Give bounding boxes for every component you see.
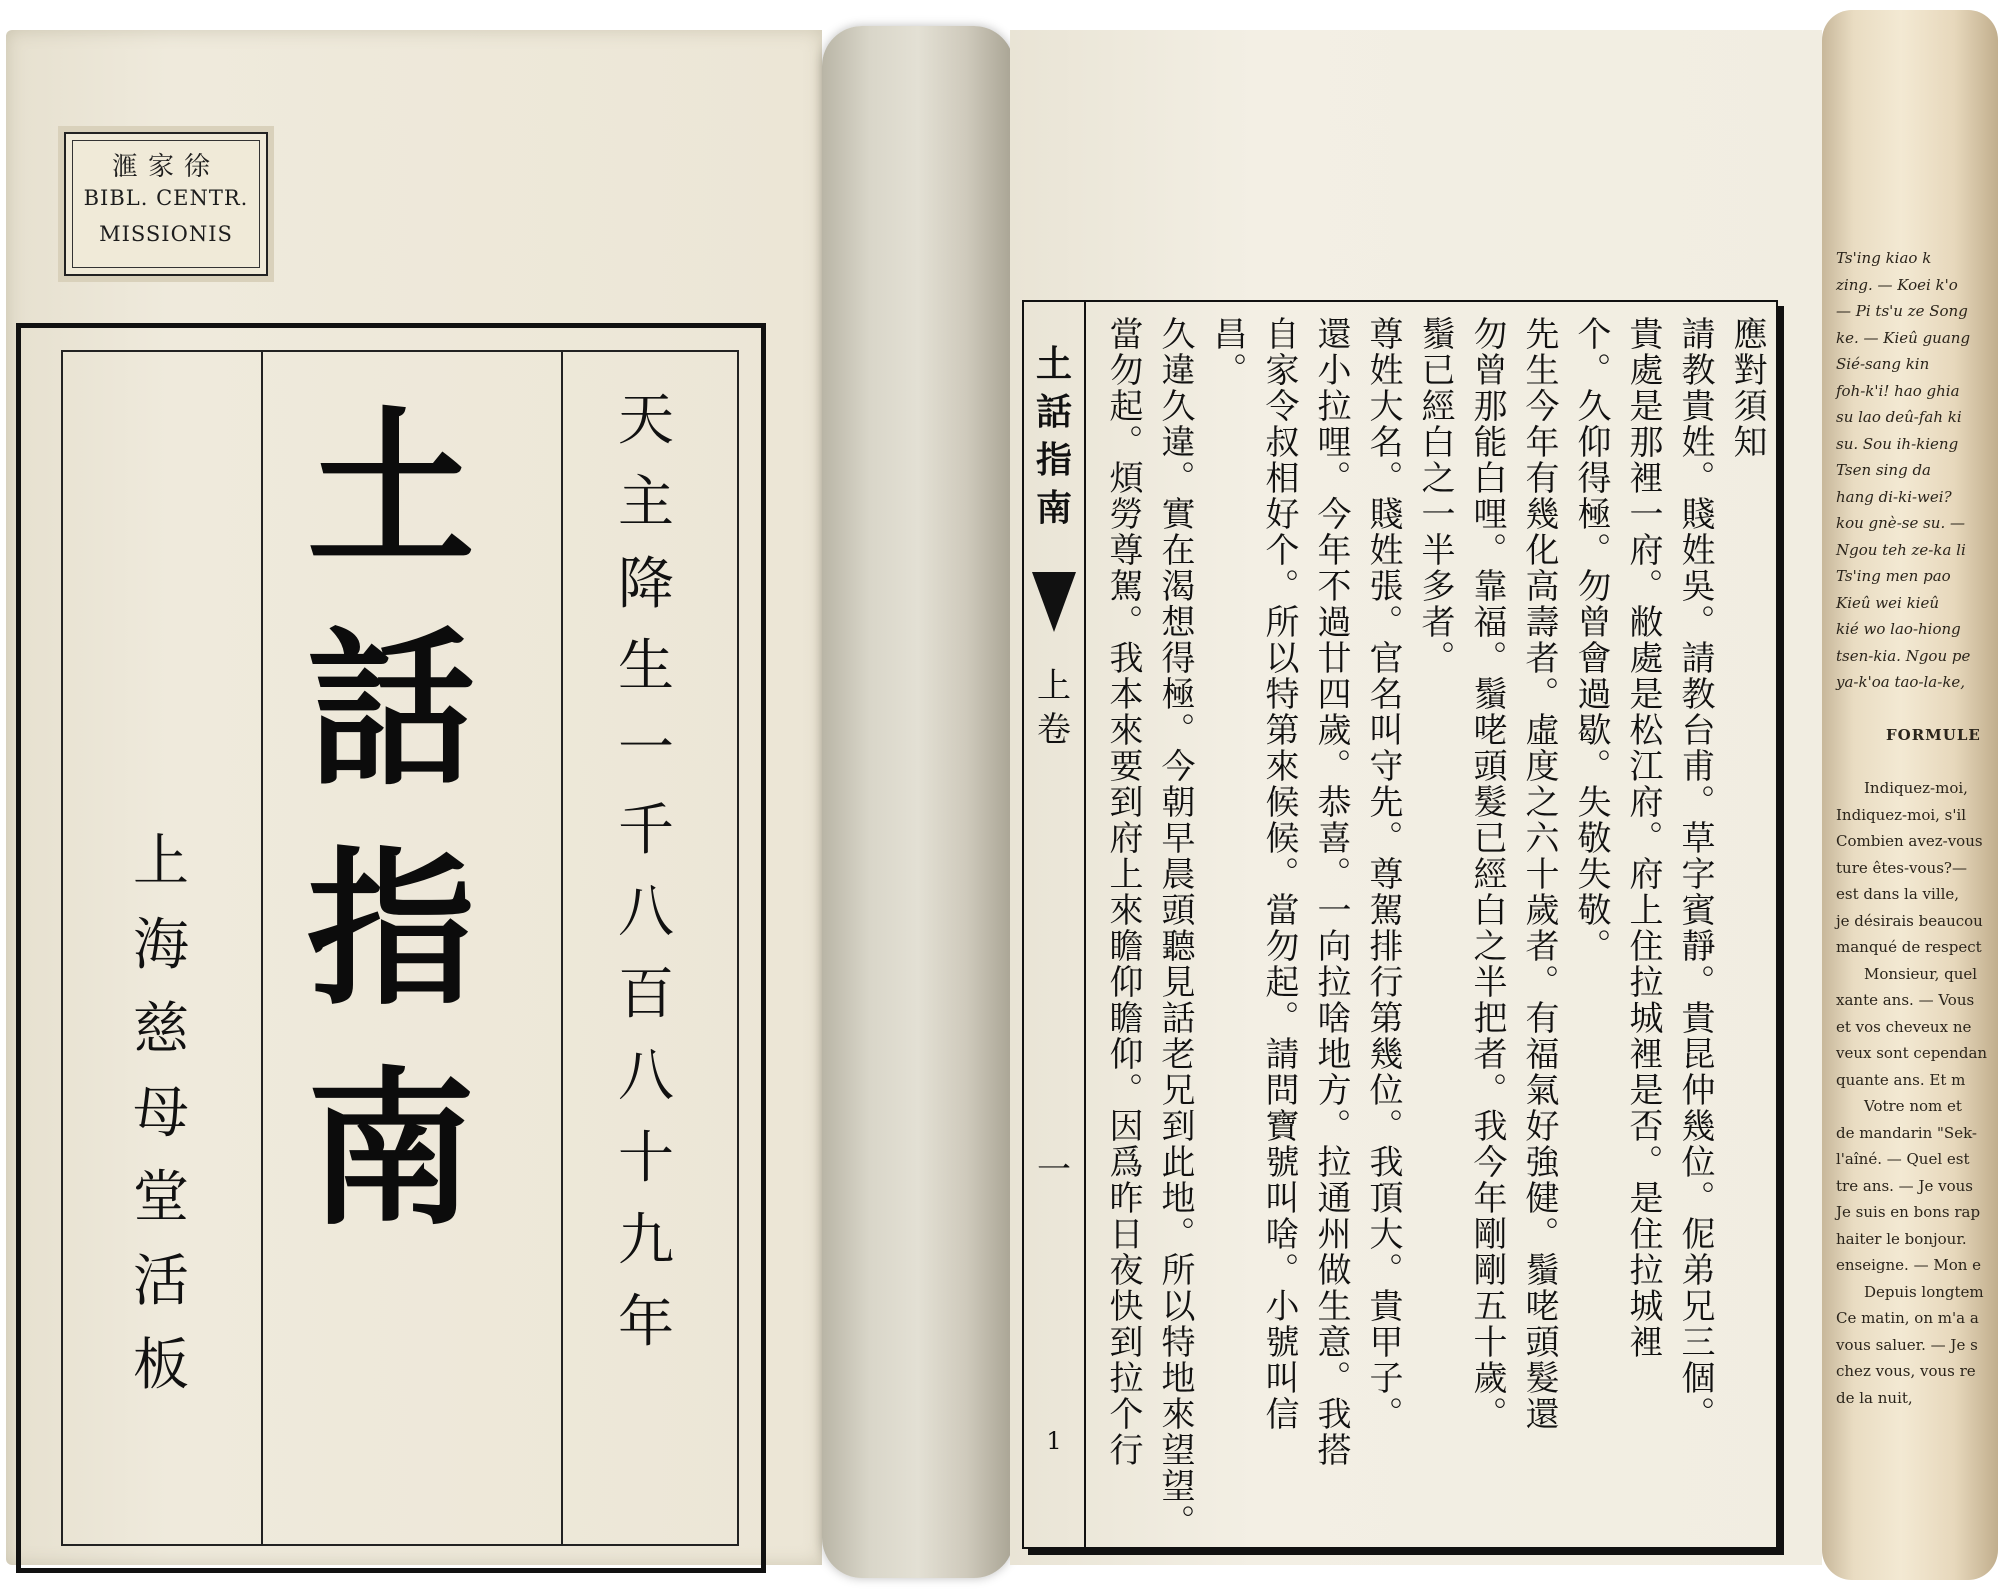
- translation-line: xante ans. — Vous: [1836, 991, 1975, 1009]
- translation-line: Kieû wei kieû: [1836, 593, 1940, 612]
- translation-line: Ts'ing kiao k: [1836, 249, 1932, 267]
- text-column: 請教貴姓。賤姓吳。請教台甫。草字賓靜。貴昆仲幾位。伲弟兄三個。: [1675, 316, 1715, 1432]
- translation-line: Votre nom et: [1864, 1097, 1962, 1115]
- date-char: 一: [618, 716, 674, 781]
- translation-line: kié wo lao-hiong: [1836, 620, 1961, 638]
- publisher-char: 堂: [133, 1165, 189, 1230]
- publisher-char: 慈: [133, 997, 189, 1062]
- translation-line: je désirais beaucou: [1836, 911, 1983, 930]
- date-char: 十: [618, 1126, 674, 1191]
- translation-line: ya-k'oa tao-la-ke,: [1836, 673, 1966, 691]
- volume-label: [1030, 664, 1078, 752]
- translation-line: est dans la ville,: [1836, 885, 1960, 903]
- translation-line: zing. — Koei k'o: [1836, 275, 1958, 294]
- publisher-char: 板: [133, 1333, 189, 1398]
- text-column: 个。久仰得極。勿曾會過歇。失敬失敬。: [1571, 316, 1611, 964]
- title-char: 南: [307, 1052, 475, 1248]
- text-column: 久違久違。實在渴想得極。今朝早晨頭聽見話老兄到此地。所以特地來望望。: [1155, 316, 1195, 1540]
- translation-line: veux sont cependan: [1836, 1044, 1988, 1062]
- library-stamp: [64, 132, 268, 276]
- title-char: 指: [307, 832, 475, 1028]
- leaf-number: 一: [1037, 1150, 1071, 1190]
- stamp-latin-line-2: MISSIONIS: [99, 222, 233, 246]
- column-rule-left: [261, 350, 263, 1546]
- translation-line: ke. — Kieû guang: [1836, 328, 1971, 347]
- running-title-char: 土: [1035, 343, 1072, 385]
- translation-line: Sié-sang kin: [1836, 355, 1930, 373]
- translation-line: su lao deû-fah ki: [1836, 408, 1962, 426]
- running-title-char: 南: [1035, 487, 1072, 529]
- translation-line: Ce matin, on m'a a: [1836, 1309, 1979, 1327]
- date-char: 八: [618, 880, 674, 945]
- text-column: 還小拉哩。今年不過廿四歲。恭喜。一向拉啥地方。拉通州做生意。我搭: [1311, 316, 1351, 1468]
- translation-line: l'aîné. — Quel est: [1836, 1150, 1970, 1168]
- translation-line: tsen-kia. Ngou pe: [1836, 646, 1971, 665]
- translation-line: Combien avez-vous: [1836, 832, 1983, 850]
- translation-line: de la nuit,: [1836, 1388, 1913, 1407]
- date-char: 主: [618, 470, 674, 535]
- translation-line: Monsieur, quel: [1864, 964, 1978, 983]
- translation-line: kou gnè-se su. —: [1836, 514, 1965, 532]
- text-column: 應對須知: [1727, 316, 1767, 460]
- translation-line: hang di-ki-wei?: [1836, 487, 1952, 506]
- date-char: 九: [618, 1208, 674, 1273]
- text-frame: [1022, 300, 1778, 1549]
- book-title: [281, 380, 501, 1260]
- translation-line: Je suis en bons rap: [1836, 1203, 1981, 1221]
- translation-line: Tsen sing da: [1836, 461, 1931, 479]
- translation-text: [1836, 245, 1998, 1411]
- translation-line: tre ans. — Je vous: [1836, 1176, 1973, 1195]
- translation-line: FORMULE: [1886, 726, 1981, 744]
- translation-line: Indiquez-moi, s'il: [1836, 805, 1967, 824]
- stamp-chinese-text: 滙家徐: [111, 152, 220, 182]
- title-page: [6, 30, 822, 1565]
- text-column: 尊姓大名。賤姓張。官名叫守先。尊駕排行第幾位。我頂大。貴甲子。: [1363, 316, 1403, 1432]
- title-char: 話: [307, 612, 475, 808]
- translation-line: Indiquez-moi,: [1864, 779, 1968, 797]
- text-column: 勿曾那能白哩。靠福。鬚咾頭髮已經白之半把者。我今年剛剛五十歲。: [1467, 316, 1507, 1432]
- translation-line: haiter le bonjour.: [1836, 1229, 1967, 1248]
- date-char: 天: [618, 388, 674, 453]
- translation-line: enseigne. — Mon e: [1836, 1256, 1982, 1274]
- date-char: 百: [618, 962, 674, 1027]
- running-title-char: 話: [1035, 391, 1072, 433]
- date-char: 生: [618, 634, 674, 699]
- publisher-char: 母: [133, 1081, 189, 1146]
- translation-line: [1836, 749, 1998, 776]
- page-header-strip: [1024, 302, 1086, 1547]
- stamp-latin-line-1: BIBL. CENTR.: [83, 186, 249, 210]
- date-char: 年: [618, 1290, 674, 1355]
- text-column: 自家令叔相好个。所以特第來候候。當勿起。請問寶號叫啥。小號叫信: [1259, 316, 1299, 1432]
- publisher-char: 活: [133, 1249, 189, 1314]
- page-number: 1: [1046, 1427, 1062, 1455]
- translation-line: manqué de respect: [1836, 938, 1982, 956]
- translation-line: foh-k'i! hao ghia: [1836, 381, 1960, 400]
- text-column: 昌。: [1207, 316, 1247, 388]
- translation-line: — Pi ts'u ze Song: [1836, 302, 1968, 320]
- publication-date: [606, 380, 686, 1364]
- translation-line: su. Sou ih-kieng: [1836, 434, 1959, 453]
- translation-line: [1836, 696, 1998, 723]
- publisher-char: 上: [133, 829, 189, 894]
- date-char: 八: [618, 1044, 674, 1109]
- text-body: [1094, 316, 1767, 1540]
- translation-line: et vos cheveux ne: [1836, 1017, 1972, 1036]
- text-column: 先生今年有幾化高壽者。虛度之六十歲者。有福氣好強健。鬚咾頭髮還: [1519, 316, 1559, 1432]
- translation-line: quante ans. Et m: [1836, 1070, 1966, 1089]
- rolled-translation-page: [1822, 10, 1998, 1580]
- date-char: 降: [618, 552, 674, 617]
- book-spine-roll: [822, 26, 1014, 1578]
- running-title: [1030, 340, 1078, 532]
- text-page: [1010, 30, 1822, 1565]
- publisher-char: 海: [133, 913, 189, 978]
- volume-char: 上: [1037, 666, 1071, 706]
- publisher: [121, 820, 201, 1408]
- translation-line: Depuis longtem: [1864, 1282, 1984, 1301]
- text-column: 貴處是那裡一府。敝處是松江府。府上住拉城裡是否。是住拉城裡: [1623, 316, 1663, 1360]
- translation-line: Ngou teh ze-ka li: [1836, 540, 1966, 559]
- title-char: 土: [307, 392, 475, 588]
- running-title-char: 指: [1035, 439, 1072, 481]
- column-rule-right: [561, 350, 563, 1546]
- translation-line: vous saluer. — Je s: [1836, 1335, 1978, 1354]
- text-column: 當勿起。煩勞尊駕。我本來要到府上來瞻仰瞻仰。因爲昨日夜快到拉个行: [1103, 316, 1143, 1468]
- volume-char: 卷: [1037, 710, 1071, 750]
- fish-tail-mark: [1032, 572, 1076, 632]
- translation-line: ture êtes-vous?—: [1836, 858, 1967, 877]
- date-char: 千: [618, 798, 674, 863]
- translation-line: de mandarin "Sek-: [1836, 1123, 1977, 1142]
- translation-line: chez vous, vous re: [1836, 1362, 1976, 1380]
- text-column: 鬚已經白之一半多者。: [1415, 316, 1455, 676]
- translation-line: Ts'ing men pao: [1836, 567, 1951, 585]
